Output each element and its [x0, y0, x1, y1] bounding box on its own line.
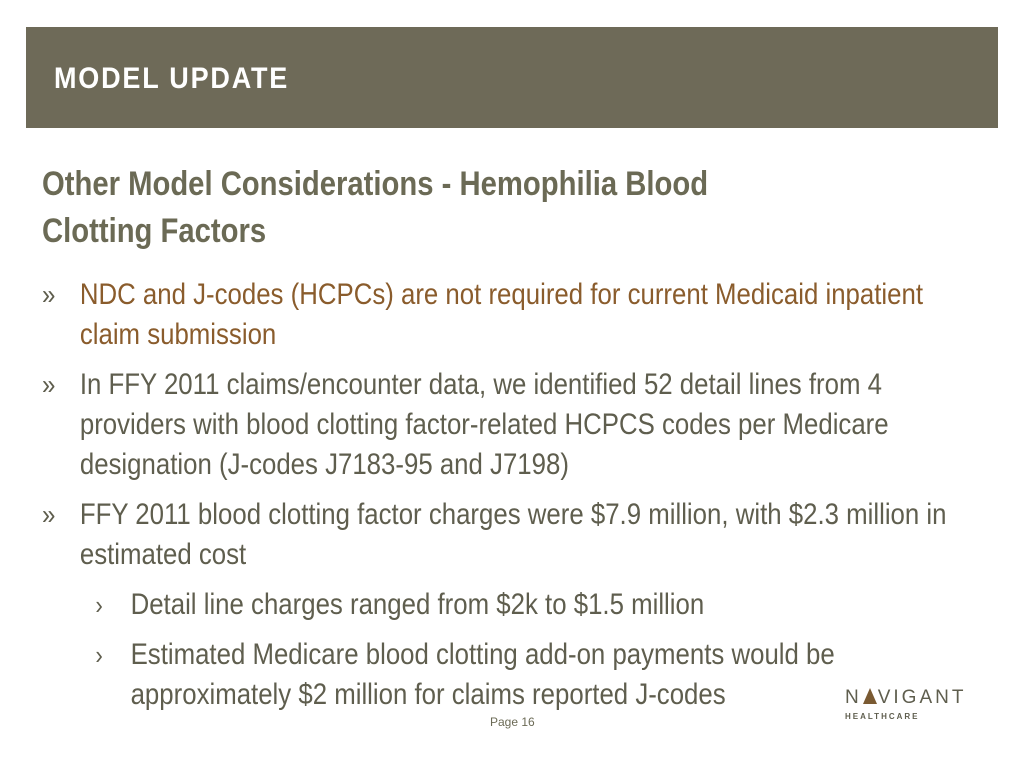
sub-bullet-marker-icon: › — [95, 640, 103, 670]
bullet-marker-icon: » — [42, 369, 56, 400]
sub-bullet-item — [42, 635, 954, 715]
bullet-marker-icon: » — [42, 499, 56, 530]
logo-wordmark — [845, 686, 973, 710]
sub-bullet-text: Detail line charges ranged from $2k to $1.5 million — [130, 588, 705, 621]
page-number: Page 16 — [490, 715, 535, 729]
bullet-list — [42, 275, 954, 725]
navigant-logo — [845, 686, 973, 730]
sub-bullet-marker-icon: › — [95, 590, 103, 620]
logo-subtitle: HEALTHCARE — [845, 712, 920, 721]
bullet-marker-icon: » — [42, 279, 56, 310]
section-title: MODEL UPDATE — [54, 62, 290, 95]
sub-bullet-text: Estimated Medicare blood clotting add-on payments would be approximately $2 million for claims reported J-codes — [130, 638, 835, 711]
logo-a-triangle-icon — [863, 688, 877, 704]
bullet-item — [42, 275, 954, 355]
header-bar — [26, 27, 998, 128]
logo-word-end: VIGANT — [877, 687, 967, 708]
bullet-item — [42, 365, 954, 485]
bullet-text: FFY 2011 blood clotting factor charges were $7.9 million, with $2.3 million in estimated cost — [79, 498, 947, 571]
sub-bullet-item — [42, 585, 954, 625]
bullet-item — [42, 495, 954, 575]
slide-title: Other Model Considerations - Hemophilia Blood Clotting Factors — [42, 165, 709, 250]
bullet-text: NDC and J-codes (HCPCs) are not required for current Medicaid inpatient claim submission — [79, 278, 924, 351]
logo-word-start: N — [845, 687, 862, 708]
bullet-text: In FFY 2011 claims/encounter data, we identified 52 detail lines from 4 providers with blood clotting factor-related HCPCS codes per Medicare designation (J-codes J7183-95 and J7198) — [79, 368, 889, 481]
